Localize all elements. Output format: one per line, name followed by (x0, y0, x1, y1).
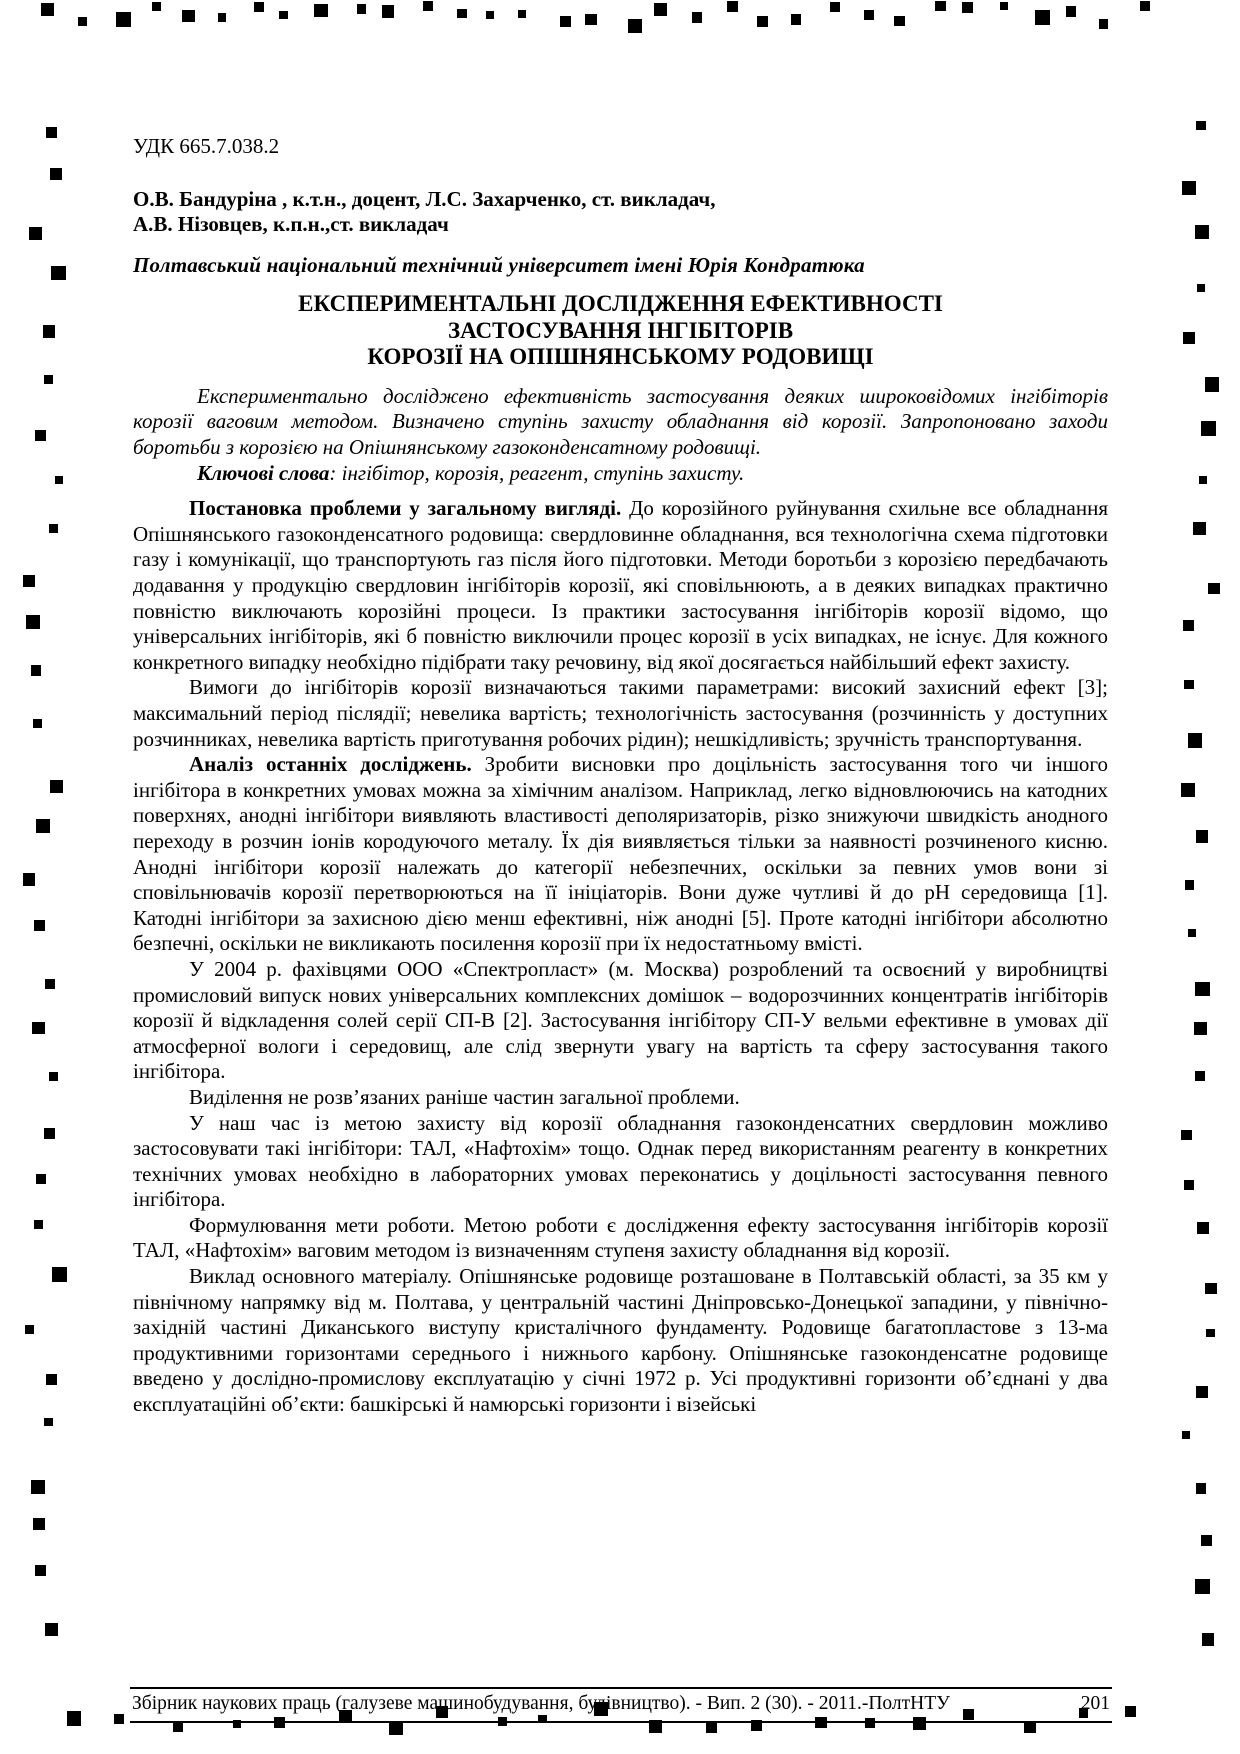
scan-mark (45, 979, 55, 989)
keywords-line (133, 461, 1108, 487)
keywords-text: : інгібітор, корозія, реагент, ступінь захисту. (329, 460, 745, 485)
authors-line-1: О.В. Бандуріна , к.т.н., доцент, Л.С. Захарченко, ст. викладач, (133, 186, 716, 211)
paragraph: Виклад основного матеріалу. Опішнянське родовище розташоване в Полтавській області, за 35 км у північному напрямку від м. Полтава, у центральній частині Дніпровсько-Донецької западини, у північно-західній частині Диканського виступу кристалічного фундаменту. Родовище багатопластове з 13-ма продуктивними горизонтами середнього і нижнього карбону. Опішнянське газоконденсатне родовище введено у дослідно-промислову експлуатацію у січні 1972 р. Усі продуктивні горизонти об’єднані у два експлуатаційні об’єкти: башкірські й намюрські горизонти і візейські (133, 1264, 1108, 1417)
scan-mark (518, 10, 526, 18)
scan-mark (41, 3, 54, 16)
scan-mark (26, 615, 40, 629)
page-footer (130, 1687, 1112, 1723)
scan-mark (314, 4, 328, 18)
scan-mark (1206, 1329, 1214, 1337)
scan-mark (706, 1722, 717, 1733)
paragraph: Аналіз останніх досліджень. Зробити висновки про доцільність застосування того чи іншого інгібітора в конкретних умовах можна за хімічним аналізом. Наприклад, легко відновлюючись на катодних поверхнях, анодні інгібітори виявляють властивості деполяризаторів, різко знижуючи швидкість анодного переходу в розчин іонів кородуючого металу. Їх дія виявляється тільки за наявності розчиненого кисню. Анодні інгібітори корозії належать до категорії небезпечних, оскільки за певних умов вони зі сповільнювачів корозії перетворюються на її ініціаторів. Вони дуже чутливі й до pH середовища [1]. Катодні інгібітори за захисною дією менш ефективні, ніж анодні [5]. Проте катодні інгібітори абсолютно безпечні, оскільки не викликають посилення корозії при їх недостатньому вмісті. (133, 752, 1108, 956)
paragraph: У 2004 р. фахівцями ООО «Спектропласт» (м. Москва) розроблений та освоєний у виробництві промисловий випуск нових універсальних комплексних домішок – водорозчинних концентратів інгібіторів корозії й відкладення солей серії СП-В [2]. Застосування інгібітору СП-У вельми ефективне в умовах дії атмосферної вологи і середовищ, але слід звернути увагу на вартість та сферу застосування такого інгібітора. (133, 956, 1108, 1084)
scan-mark (585, 14, 597, 26)
scan-mark (67, 1711, 82, 1726)
scan-mark (382, 5, 394, 17)
scan-mark (254, 2, 264, 12)
scan-mark (32, 1022, 44, 1034)
scan-mark (29, 227, 42, 240)
scan-mark (357, 4, 367, 14)
scan-mark (1183, 332, 1196, 345)
scan-mark (1125, 1706, 1136, 1717)
scan-mark (50, 780, 63, 793)
paper-title-line-3: КОРОЗІЇ НА ОПІШНЯНСЬКОМУ РОДОВИЩІ (367, 344, 874, 370)
scan-mark (51, 266, 66, 281)
scan-mark (727, 1, 738, 12)
scan-mark (31, 1480, 44, 1493)
scan-mark (1035, 10, 1050, 25)
scan-mark (46, 127, 57, 138)
scan-mark (1197, 284, 1205, 292)
scan-mark (692, 12, 702, 22)
scan-mark (791, 14, 801, 24)
paragraph-lead: Аналіз останніх досліджень. (189, 752, 485, 777)
scan-mark (1195, 225, 1209, 239)
scan-mark (35, 1565, 46, 1576)
scan-mark (43, 325, 55, 337)
udc-code: УДК 665.7.038.2 (133, 134, 280, 158)
scan-mark (152, 2, 161, 11)
scan-mark (864, 10, 874, 20)
authors-line-2: А.В. Нізовцев, к.п.н.,ст. викладач (133, 212, 449, 237)
scan-mark (1197, 1222, 1209, 1234)
scan-mark (1183, 620, 1194, 631)
scan-mark (1185, 880, 1195, 890)
scan-mark (23, 575, 35, 587)
scan-mark (1196, 121, 1205, 130)
scan-mark (36, 819, 50, 833)
body-paragraphs (133, 496, 1108, 1417)
page-content (133, 134, 1108, 1418)
scan-mark (49, 524, 58, 533)
scan-mark (1205, 1283, 1217, 1295)
scan-mark (1205, 377, 1220, 392)
scan-mark (25, 1325, 34, 1334)
paragraph: Формулювання мети роботи. Метою роботи є дослідження ефекту застосування інгібіторів корозії ТАЛ, «Нафтохім» ваговим методом із визначенням ступеня захисту обладнання від корозії. (133, 1212, 1108, 1263)
scan-mark (1196, 1483, 1206, 1493)
paragraph: Вимоги до інгібіторів корозії визначаються такими параметрами: високий захисний ефект [3]; максимальний період післядії; невелика вартість; технологічність застосування (розчинність у доступних розчинниках, невелика вартість приготування робочих рідин); нешкідливість; зручність транспортування. (133, 675, 1108, 751)
scan-mark (1182, 181, 1196, 195)
paper-title (133, 291, 1108, 371)
scan-mark (46, 1374, 57, 1385)
scan-mark (52, 1267, 67, 1282)
scan-mark (1194, 1022, 1207, 1035)
scan-mark (654, 3, 667, 16)
paper-title-line-1: ЕКСПЕРИМЕНТАЛЬНІ ДОСЛІДЖЕННЯ ЕФЕКТИВНОСТІ (298, 291, 943, 317)
scan-mark (1024, 1721, 1036, 1733)
scan-mark (457, 9, 467, 19)
scan-mark (1184, 1180, 1194, 1190)
scan-mark (1181, 1130, 1192, 1141)
scan-mark (33, 719, 42, 728)
scan-mark (34, 920, 45, 931)
scan-mark (1184, 680, 1194, 690)
footer-journal-reference: Збірник наукових праць (галузеве машинобудування, будівництво). - Вип. 2 (30). - 2011.-ПолтНТУ (132, 1693, 950, 1714)
scan-mark (423, 1, 433, 11)
paper-title-line-2: ЗАСТОСУВАННЯ ІНГІБІТОРІВ (447, 317, 794, 343)
scan-mark (628, 19, 642, 33)
scan-mark (116, 12, 131, 27)
scan-mark (44, 1418, 52, 1426)
scan-mark (23, 873, 36, 886)
affiliation: Полтавський національний технічний університет імені Юрія Кондратюка (133, 252, 865, 277)
scan-mark (1188, 929, 1196, 937)
scan-mark (1182, 1431, 1190, 1439)
scan-mark (1195, 982, 1210, 997)
keywords-label: Ключові слова (197, 460, 330, 485)
scan-mark (1196, 1386, 1208, 1398)
scan-mark (35, 430, 46, 441)
scan-mark (1099, 19, 1109, 29)
scan-mark (218, 13, 226, 21)
scan-mark (1201, 1535, 1212, 1546)
scan-mark (486, 11, 494, 19)
page-number: 201 (1080, 1693, 1110, 1714)
scan-mark (49, 1072, 58, 1081)
paragraph: У наш час із метою захисту від корозії обладнання газоконденсатних свердловин можливо застосовувати такі інгібітори: ТАЛ, «Нафтохім» тощо. Однак перед використанням реагенту в конкретних технічних умовах необхідно в лабораторних умовах переконатись у доцільності застосування певного інгібітора. (133, 1110, 1108, 1212)
scan-mark (1193, 522, 1206, 535)
scan-mark (935, 1, 945, 11)
scan-mark (279, 11, 287, 19)
scan-mark (1201, 421, 1216, 436)
scan-mark (44, 1128, 55, 1139)
scan-mark (50, 168, 63, 181)
scan-mark (830, 2, 840, 12)
scan-mark (1181, 783, 1195, 797)
scan-mark (44, 375, 53, 384)
paragraph-lead: Постановка проблеми у загальному вигляді. (189, 496, 630, 521)
paragraph: Постановка проблеми у загальному вигляді. До корозійного руйнування схильне все обладнання Опішнянського газоконденсатного родовища: свердловинне обладнання, вся технологічна схема підготовки газу і комунікації, що транспортують газ після його підготовки. Методи боротьби з корозією передбачають додавання у продукцію свердловин інгібіторів корозії, які сповільнюють, а в деяких випадках практично повністю виключають корозійні процеси. Із практики застосування інгібіторів корозії відомо, що універсальних інгібіторів, які б повністю виключили процес корозії в усіх випадках, не існує. Для кожного конкретного випадку необхідно підібрати таку речовину, від якої досягається найбільший ефект захисту. (133, 496, 1108, 674)
paragraph: Виділення не розв’язаних раніше частин загальної проблеми. (189, 1084, 740, 1109)
scan-mark (1208, 583, 1219, 594)
abstract: Експериментально досліджено ефективність застосування деяких широковідомих інгібіторів корозії ваговим методом. Визначено ступінь захисту обладнання від корозії. Запропоновано заходи боротьби з корозією на Опішнянському газоконденсатному родовищі. (133, 383, 1108, 460)
scan-mark (34, 1220, 43, 1229)
scan-mark (1140, 1, 1151, 12)
scan-mark (31, 665, 41, 675)
scan-mark (55, 476, 63, 484)
scan-mark (962, 2, 973, 13)
scan-mark (182, 10, 195, 23)
scan-mark (757, 16, 768, 27)
scan-mark (1195, 1579, 1210, 1594)
scan-mark (1188, 733, 1203, 748)
scan-mark (1195, 1071, 1205, 1081)
scan-mark (1196, 830, 1209, 843)
scan-mark (114, 1714, 124, 1724)
scan-mark (1066, 6, 1077, 17)
scan-mark (33, 1518, 45, 1530)
scan-mark (1202, 1633, 1215, 1646)
scan-mark (1199, 476, 1207, 484)
scan-mark (1000, 2, 1008, 10)
scan-mark (45, 1623, 58, 1636)
scan-mark (36, 1174, 45, 1183)
scan-mark (894, 16, 905, 27)
scan-mark (560, 16, 572, 28)
scan-mark (78, 17, 87, 26)
